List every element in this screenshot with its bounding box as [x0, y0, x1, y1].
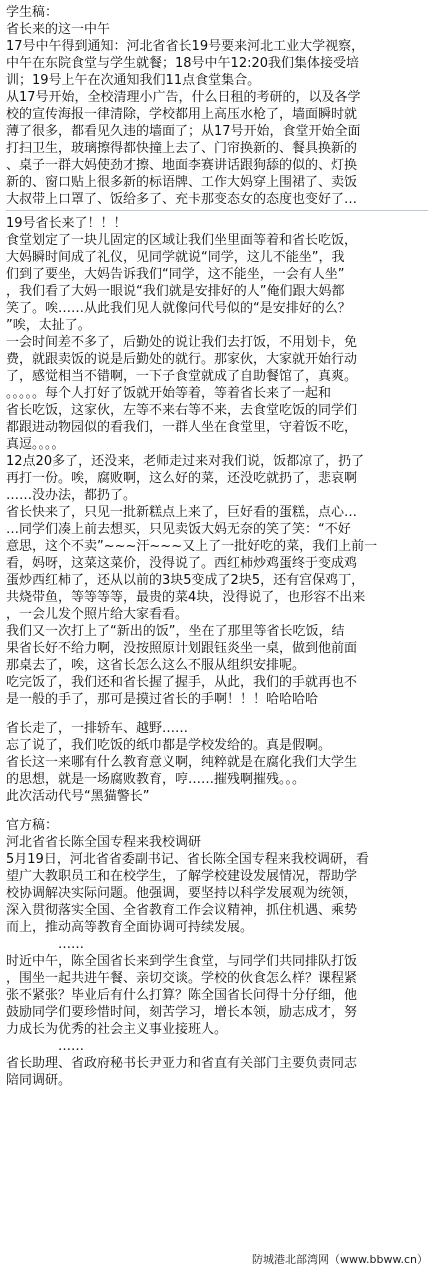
spacer: [6, 708, 428, 720]
text-line: 此次活动代号“黑猫警长”: [6, 789, 150, 804]
text-line: 都跟进动物园似的看我们，一群人坐在食堂里，守着饭不吃，: [6, 420, 358, 435]
text-line: ……没办法，都扔了。: [6, 488, 137, 503]
student-paragraph-3: [6, 720, 428, 805]
text-line: …同学们凑上前去想买，只见卖饭大妈无奈的笑了笑：“不好: [6, 522, 351, 537]
text-line: 忘了说了，我们吃饭的纸巾都是学校发给的。真是假啊。: [6, 738, 332, 753]
text-line: 中午在东院食堂与学生就餐；18号中午12:20我们集体接受培: [6, 56, 360, 71]
text-line: 校的宣传海报一律清除，学校都用上高压水枪了，墙面瞬时就: [6, 107, 358, 122]
text-line: 笑了。唉……从此我们见人就像问代号似的“是安排好的么？: [6, 301, 351, 316]
student-section: [6, 4, 428, 805]
text-line: 而上，推动高等教育全面协调可持续发展。: [6, 920, 254, 935]
text-line: 一会时间差不多了，后勤处的说让我们去打饭，不用划卡，免: [6, 335, 358, 350]
text-line: 从17号开始，全校清理小广告，什么日租的考研的，以及各学: [6, 90, 361, 105]
text-line: 张不紧张？毕业后有什么打算？陈全国省长问得十分仔细，他: [6, 988, 358, 1003]
text-line: ，一会儿发个照片给大家看看。: [6, 607, 189, 622]
text-line: 果省长好不给力啊，没按照原计划跟钰炎坐一桌，做到他前面: [6, 641, 358, 656]
text-line: ，我们看了大妈一眼说“我们就是安排好的人”俺们跟大妈都: [6, 284, 345, 299]
student-paragraph-1: [6, 38, 428, 208]
text-line: 训；19号上午在次通知我们11点食堂集合。: [6, 73, 261, 88]
text-line: 望广大教职员工和在校学生，了解学校建设发展情况，帮助学: [6, 869, 358, 884]
text-line: 食堂划定了一块儿固定的区域让我们坐里面等着和省长吃饭，: [6, 233, 358, 248]
source-watermark: 防城港北部湾网（www.bbww.cn）: [252, 1253, 428, 1266]
official-section: [6, 817, 428, 1089]
text-line: 费，就跟卖饭的说是后勤处的就行。那家伙，大家就开始行动: [6, 352, 358, 367]
text-line: 了，感觉相当不错啊，一下子食堂就成了自助餐馆了，真爽。: [6, 369, 358, 384]
text-line: 校协调解决实际问题。他强调，要坚持以科学发展观为统领，: [6, 886, 358, 901]
spacer: [6, 805, 428, 817]
student-draft-label: 学生稿：: [6, 5, 59, 20]
text-line: 意思，这个不卖”~~~汗~~~又上了一批好吃的菜，我们上前一: [6, 539, 378, 554]
text-line: 们到了要坐，大妈告诉我们“同学，这不能坐，一会有人坐”: [6, 267, 345, 282]
text-line: 再打一份。唉，腐败啊，这么好的菜，还没吃就扔了，悲哀啊: [6, 471, 358, 486]
student-paragraph-2: [6, 232, 428, 708]
text-line: 的思想，就是一场腐败教育，哼……摧残啊摧残。。。: [6, 772, 306, 787]
text-line: 真逗。。。。: [6, 437, 65, 452]
text-line: 5月19日，河北省省委副书记、省长陈全国专程来我校调研，看: [6, 852, 369, 867]
text-line: 力成长为优秀的社会主义事业接班人。: [6, 1022, 228, 1037]
text-line: 省长吃饭，这家伙，左等不来右等不来，去食堂吃饭的同学们: [6, 403, 358, 418]
text-line: 深入贯彻落实全国、全省教育工作会议精神，抓住机遇、乘势: [6, 903, 358, 918]
student-paragraph-2-title: 19号省长来了！！！: [6, 216, 127, 231]
ellipsis-line: ……: [58, 1039, 84, 1054]
text-line: 鼓励同学们要珍惜时间，刻苦学习，增长本领，励志成才，努: [6, 1005, 358, 1020]
text-line: 省长这一来哪有什么教育意义啊，纯粹就是在腐化我们大学生: [6, 755, 358, 770]
official-draft-title: 河北省省长陈全国专程来我校调研: [6, 835, 202, 850]
text-line: 吃完饭了，我们还和省长握了握手，从此，我们的手就再也不: [6, 675, 358, 690]
divider: [6, 210, 428, 211]
text-line: 那桌去了，唉，这省长怎么这么不服从组织安排呢。: [6, 658, 306, 673]
official-paragraph-2: [6, 953, 428, 1038]
text-line: 大妈瞬时间成了礼仪，见同学就说“同学，这儿不能坐”，我: [6, 250, 345, 265]
text-line: 蛋炒西红柿了，还从以前的3块5变成了2块5，还有宫保鸡丁，: [6, 573, 365, 588]
article-document: [6, 4, 428, 1089]
text-line: 大叔带上口罩了、饭给多了、充卡那变态女的态度也变好了…: [6, 192, 358, 207]
text-line: 共烧带鱼，等等等等，最贵的菜4块，没得说了，也形容不出来: [6, 590, 366, 605]
text-line: ，围坐一起共进午餐、亲切交谈。学校的伙食怎么样？课程紧: [6, 971, 358, 986]
text-line: 省长快来了，只见一批新糕点上来了，巨好看的蛋糕，点心…: [6, 505, 358, 520]
text-line: 打扫卫生，玻璃擦得都快撞上去了、门帘换新的、餐具换新的: [6, 141, 358, 156]
text-line: 12点20多了，还没来，老师走过来对我们说，饭都凉了，扔了: [6, 454, 365, 469]
text-line: 薄了很多，都看见久违的墙面了；从17号开始，食堂开始全面: [6, 124, 361, 139]
text-line: 我们又一次打上了“新出的饭”，坐在了那里等省长吃饭，结: [6, 624, 345, 639]
text-line: 。。。。。每个人打好了饭就开始等着，等着省长来了一起和: [6, 386, 332, 401]
text-line: 、桌子一群大妈使劲才擦、地面李赛讲话跟狗舔的似的、灯换: [6, 158, 358, 173]
text-line: 省长走了，一排轿车、越野……: [6, 721, 189, 736]
text-line: 17号中午得到通知：河北省省长19号要来河北工业大学视察，: [6, 39, 365, 54]
text-line: 新的、窗口贴上很多新的标语牌、工作大妈穿上围裙了、卖饭: [6, 175, 358, 190]
official-paragraph-3: [6, 1055, 428, 1089]
text-line: 陪同调研。: [6, 1073, 72, 1088]
text-line: 时近中午，陈全国省长来到学生食堂，与同学们共同排队打饭: [6, 954, 358, 969]
text-line: ”唉，太扯了。: [6, 318, 91, 333]
ellipsis-line: ……: [58, 937, 84, 952]
text-line: 省长助理、省政府秘书长尹亚力和省直有关部门主要负责同志: [6, 1056, 358, 1071]
text-line: 看，妈呀，这菜这菜价，没得说了。西红柿炒鸡蛋终于变成鸡: [6, 556, 358, 571]
student-draft-title: 省长来的这一中午: [6, 22, 111, 37]
official-draft-label: 官方稿：: [6, 818, 59, 833]
text-line: 是一般的手了，那可是摸过省长的手啊！！！哈哈哈哈: [6, 692, 319, 707]
official-paragraph-1: [6, 851, 428, 936]
